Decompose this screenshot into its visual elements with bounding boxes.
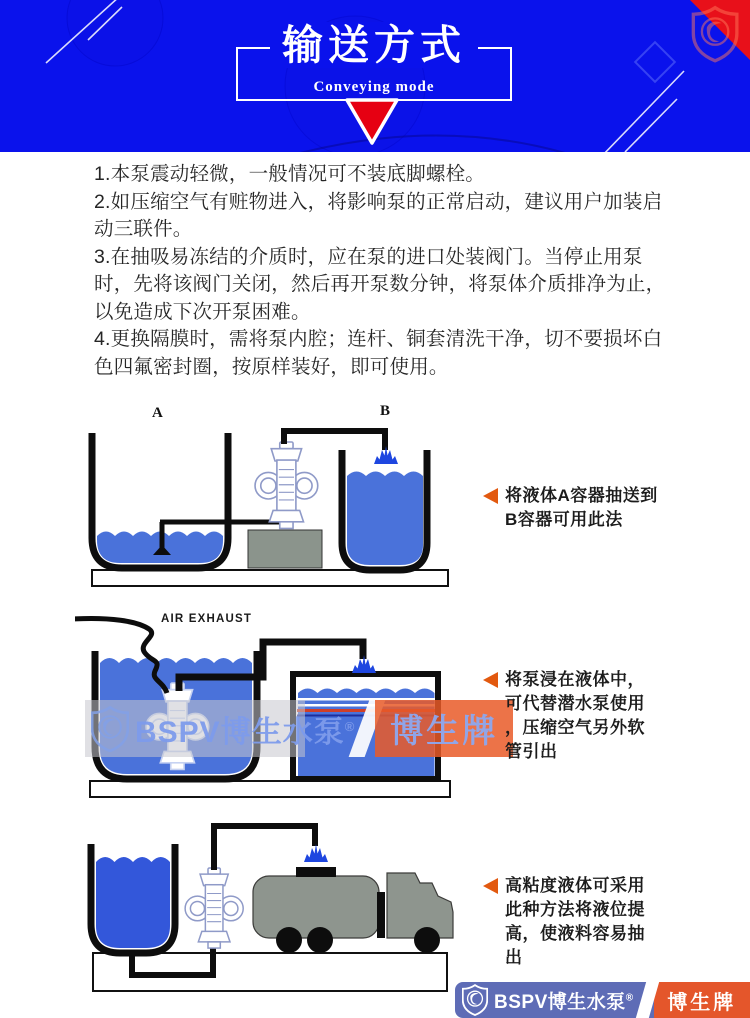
registered-mark: ® [625,992,634,1004]
caption-1 [483,484,658,532]
footer-badge: 博生牌 [654,982,750,1018]
title-box [236,22,512,101]
diagram-tank-to-tank [80,398,480,598]
header-banner [0,0,750,152]
truck-connector [377,892,385,938]
truck-wheel [307,927,333,953]
caption-2-line: 可代替潜水泵使用 [505,694,645,713]
tank-b-label: B [380,403,391,419]
diagram-submerged-wrap [75,597,499,802]
watermark-badge: 博生牌 [375,700,513,757]
caption-1-line: 将液体A容器抽送到 [505,486,658,505]
instruction-notes [94,161,670,381]
truck-wheel [414,927,440,953]
tank-water [96,857,170,948]
brand-shield-icon [462,984,488,1016]
left-arrow-marker-icon [483,488,498,504]
caption-1-line: B容器可用此法 [505,510,623,529]
page-title: 输送方式 [270,22,478,68]
caption-3-line: 高，使液料容易抽 [505,924,645,943]
truck-cab [387,873,453,938]
brand-shield-icon [91,706,129,752]
pump-base-block [248,530,322,568]
registered-mark: ® [344,718,356,734]
liquid-spray-icon [304,844,328,862]
footer-brand-bar [455,982,750,1018]
caption-2-line: 将泵浸在液体中， [505,670,645,689]
air-exhaust-label: AIR EXHAUST [161,613,253,625]
discharge-pipe [214,826,315,870]
brand-watermark [85,700,499,757]
tank-a-label: A [152,405,163,421]
note-line-2: 2.如压缩空气有赃物进入，将影响泵的正常启动，建议用户加装启动三联件。 [94,190,663,240]
page-subtitle: Conveying mode [313,79,435,95]
caption-2-line: 管引出 [505,742,558,761]
left-arrow-marker-icon [483,672,498,688]
caption-3-line: 高粘度液体可采用 [505,876,645,895]
liquid-spray-icon [374,446,398,464]
footer-brand-text: BSPV博生水泵 [494,991,626,1013]
watermark-brand [135,707,355,751]
caption-3-line: 此种方法将液位提 [505,900,645,919]
caption-2-line: ，压缩空气另外软 [505,718,645,737]
note-line-3: 3.在抽吸易冻结的介质时，应在泵的进口处装阀门。当停止用泵时，先将该阀门关闭，然后再开泵数分钟，将泵体介质排净为止，以免造成下次开泵困难。 [94,245,666,323]
diaphragm-pump-icon [255,442,318,528]
tanker-hatch [296,867,336,877]
truck-wheel [276,927,302,953]
watermark-brand-text: BSPV博生水泵 [135,715,345,749]
diaphragm-pump-icon [185,868,243,948]
footer-brand [494,987,634,1014]
caption-2 [483,668,645,764]
liquid-spray-icon [352,655,376,673]
tank-b-water [347,472,423,566]
platform [90,781,450,797]
note-line-4: 4.更换隔膜时，需将泵内腔；连杆、铜套清洗干净，切不要损坏白色四氟密封圈，按原样装好，即可使用。 [94,328,663,378]
discharge-pipe [284,431,385,450]
left-arrow-marker-icon [483,878,498,894]
diagram-tank-to-truck [75,812,475,1002]
note-line-1: 1.本泵震动轻微，一般情况可不装底脚螺栓。 [94,163,485,185]
caption-3-line: 出 [505,948,523,967]
caption-3 [483,874,645,970]
